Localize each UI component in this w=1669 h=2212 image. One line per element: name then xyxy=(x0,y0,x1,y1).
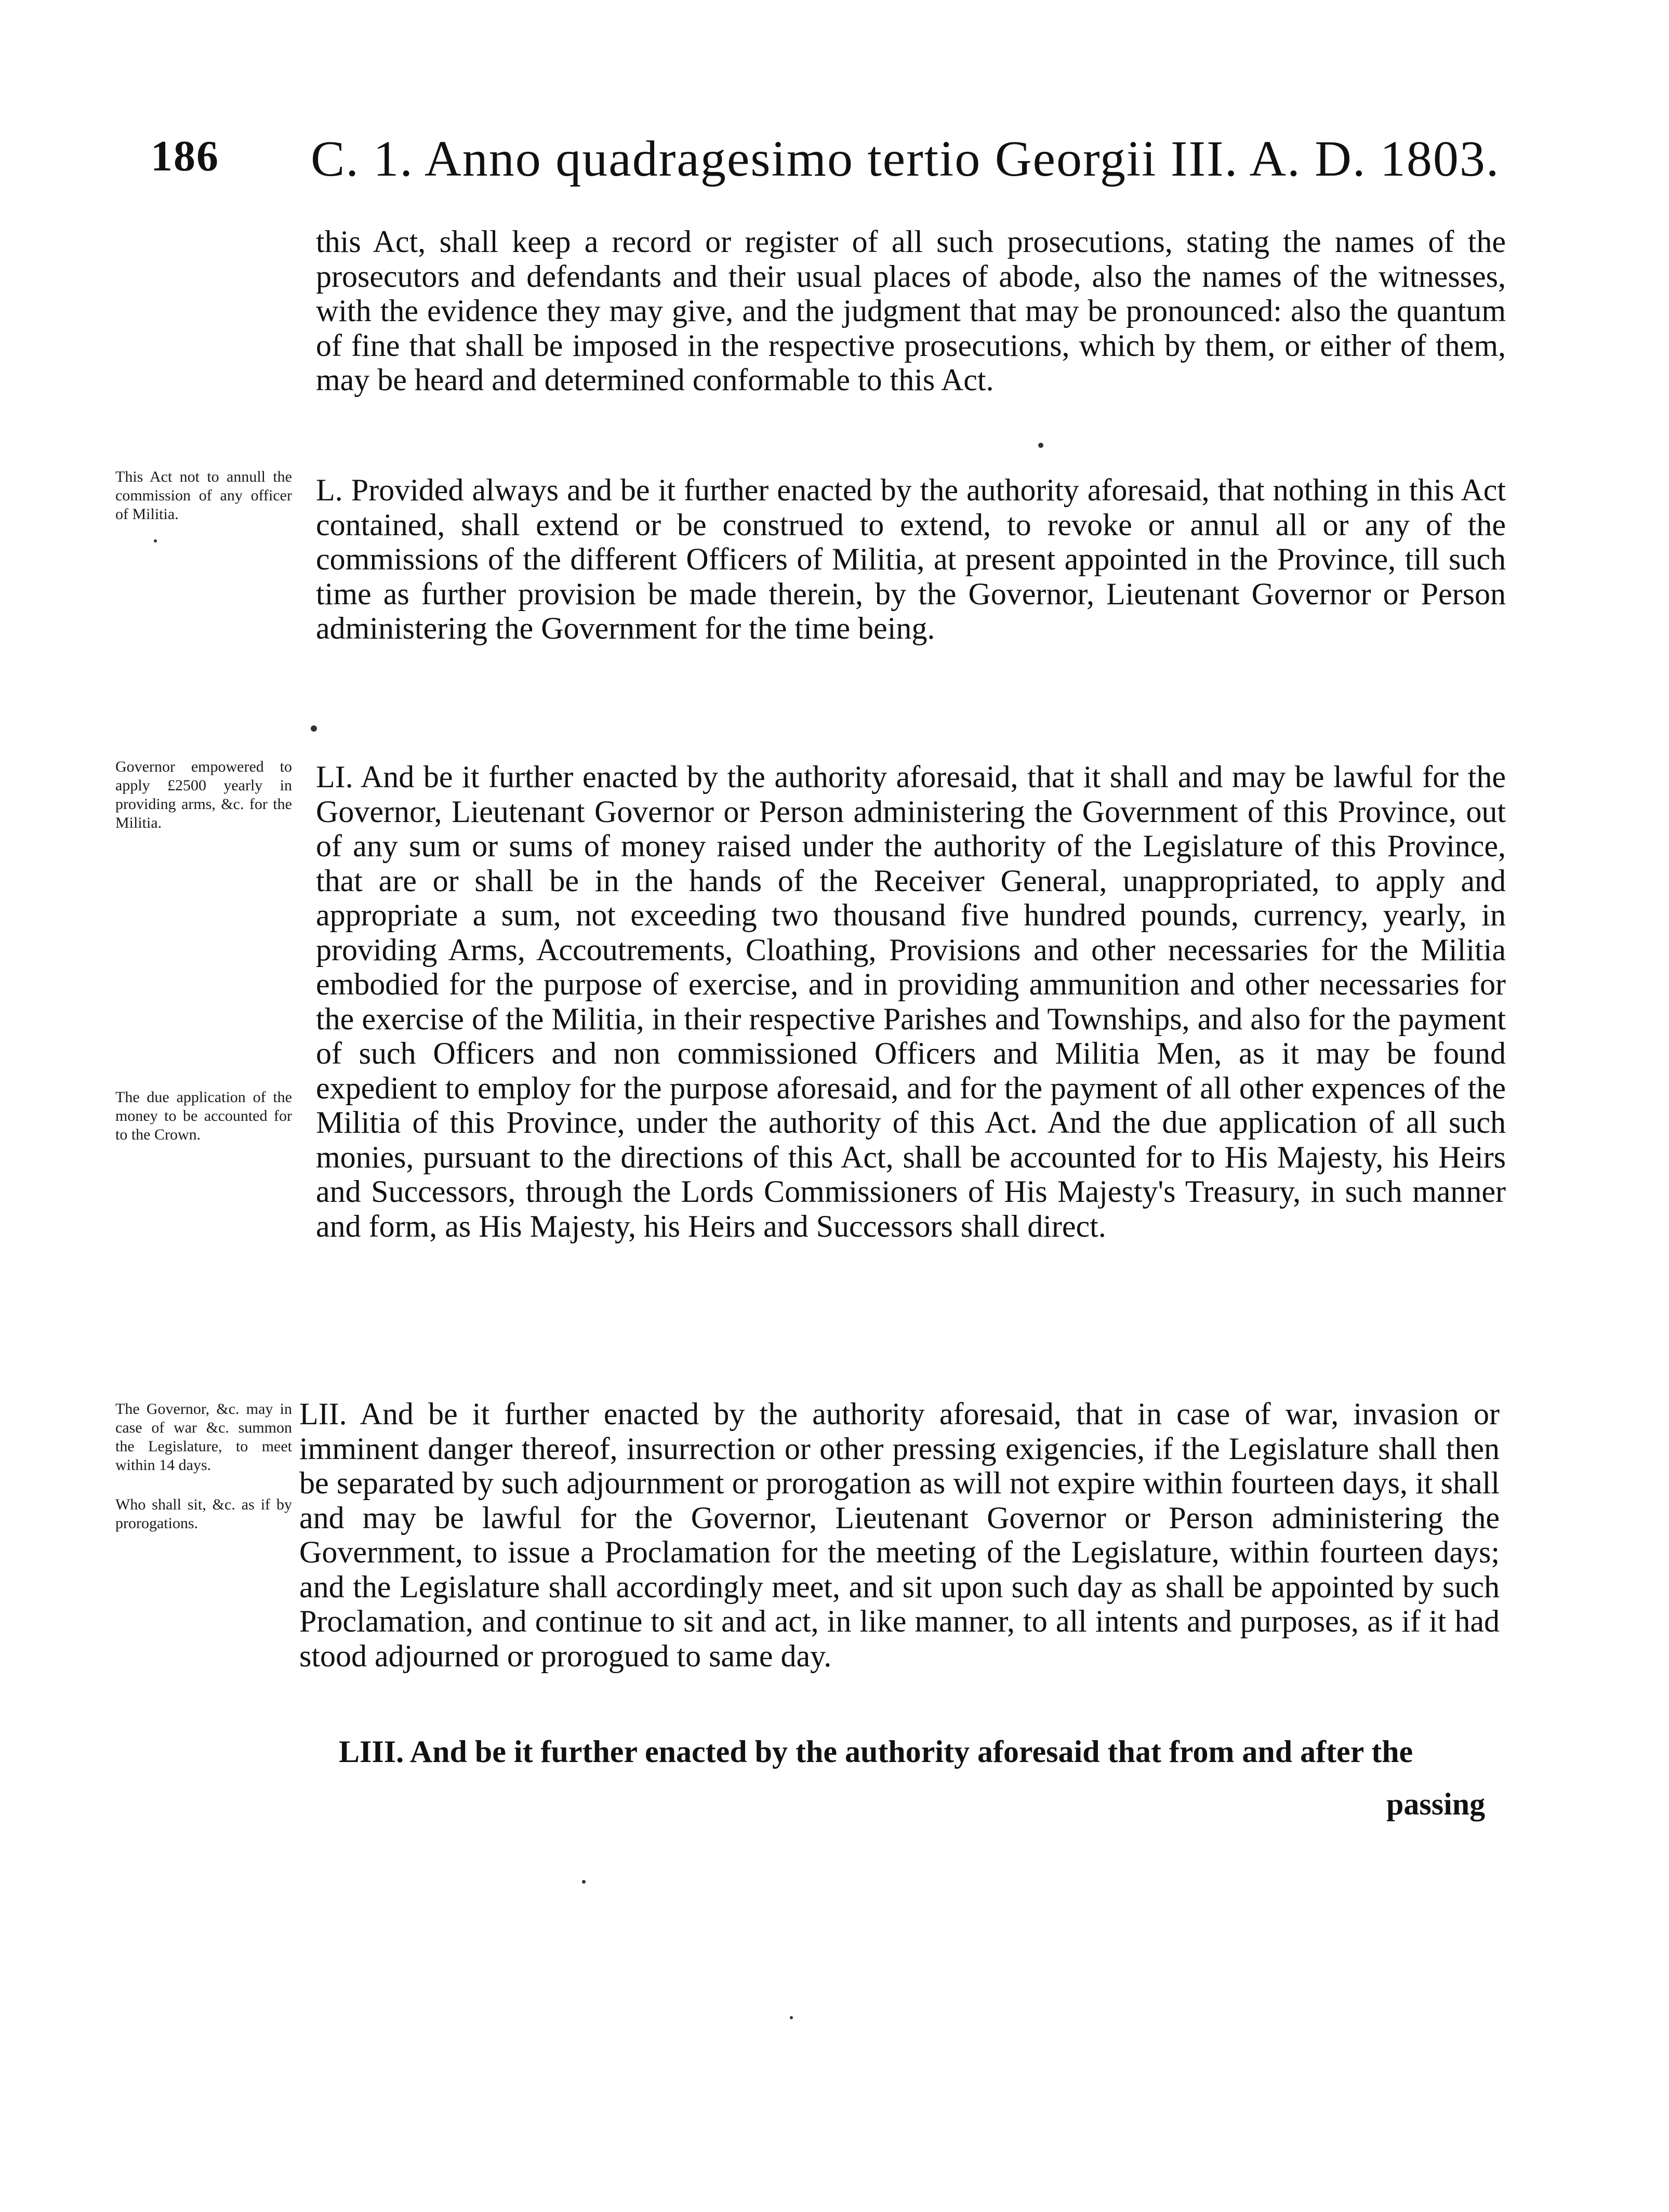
paragraph-text: LII. And be it further enacted by the authority aforesaid, that in case of war, invasion or imminent danger thereof, insurrection or other pressing exigencies, if the Legislature shall then be separated by such adjournment or prorogation as will not expire within fourteen days, it shall and may be lawful for the Governor, Lieutenant Governor or Person administering the Government, to issue a Proclamation for the meeting of the Legislature, within fourteen days; and the Legislature shall accordingly meet, and sit upon such day as shall be appointed by such Proclamation, and continue to sit and act, in like manner, to all intents and purposes, as if it had stood adjourned or prorogued to same day. xyxy=(299,1397,1500,1673)
paragraph-text: L. Provided always and be it further enacted by the authority aforesaid, that nothing in this Act contained, shall extend or be construed to extend, to revoke or annul all or any of the commissions of the different Officers of Militia, at present appointed in the Province, till such time as further provision be made therein, by the Governor, Lieutenant Governor or Person administering the Government for the time being. xyxy=(316,473,1506,645)
margin-note-arms-funding: Governor empowered to apply £2500 yearly in providing arms, &c. for the Militia. xyxy=(115,758,292,831)
paragraph-text: LIII. And be it further enacted by the authority aforesaid that from and after the xyxy=(339,1734,1413,1769)
margin-note-money-accounting: The due application of the money to be accounted for to the Crown. xyxy=(115,1089,292,1143)
print-speck xyxy=(311,725,317,732)
print-speck xyxy=(790,2016,793,2019)
section-L xyxy=(316,473,1506,646)
paragraph-continuation xyxy=(316,224,1506,398)
section-LIII xyxy=(339,1734,1503,1769)
margin-note-summon-legislature: The Governor, &c. may in case of war &c. summon the Legislature, to meet within 14 days. xyxy=(115,1400,292,1474)
margin-note-prorogations: Who shall sit, &c. as if by prorogations. xyxy=(115,1496,292,1532)
page-number: 186 xyxy=(151,132,219,180)
section-LII xyxy=(299,1397,1500,1673)
paragraph-text: LI. And be it further enacted by the authority aforesaid, that it shall and may be lawful for the Governor, Lieutenant Governor or Person administering the Government of this Province, out of any sum or sums of money raised under the authority of the Legislature of this Province, that are or shall be in the hands of the Receiver General, unappropriated, to apply and appropriate a sum, not exceeding two thousand five hundred pounds, currency, yearly, in providing Arms, Accoutrements, Cloathing, Provisions and other necessaries for the Militia embodied for the purpose of exercise, and in providing ammunition and other necessaries for the exercise of the Militia, in their respective Parishes and Townships, and also for the payment of such Officers and non commissioned Officers and Militia Men, as it may be found expedient to employ for the purpose aforesaid, and for the payment of all other expences of the Militia of this Province, under the authority of this Act. And the due application of all such monies, pursuant to the directions of this Act, shall be accounted for to His Majesty, his Heirs and Successors, through the Lords Commissioners of His Majesty's Treasury, in such manner and form, as His Majesty, his Heirs and Successors shall direct. xyxy=(316,760,1506,1243)
print-speck xyxy=(1038,443,1043,448)
running-head: C. 1. Anno quadragesimo tertio Georgii III. A. D. 1803. xyxy=(311,131,1500,187)
print-speck xyxy=(582,1880,586,1884)
margin-note-militia-commissions: This Act not to annull the commission of any officer of Militia. xyxy=(115,468,292,523)
section-LI xyxy=(316,760,1506,1243)
paragraph-text: this Act, shall keep a record or register of all such prosecutions, stating the names of the prosecutors and defendants and their usual places of abode, also the names of the witnesses, with the evidence they may give, and the judgment that may be pronounced: also the quantum of fine that shall be imposed in the respective prosecutions, which by them, or either of them, may be heard and determined conformable to this Act. xyxy=(316,224,1506,397)
catchword: passing xyxy=(1386,1787,1486,1821)
print-speck xyxy=(154,539,157,542)
